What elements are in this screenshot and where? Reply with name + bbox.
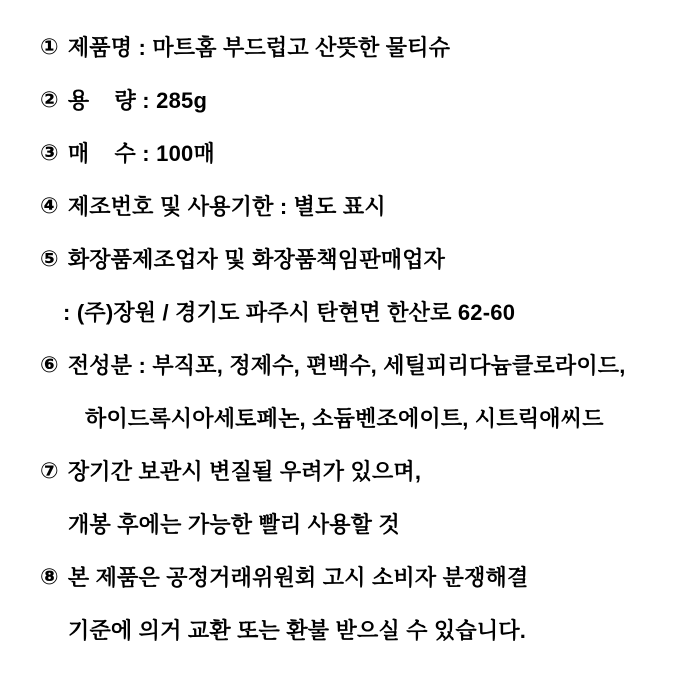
item-1-text: 제품명 : 마트홈 부드럽고 산뜻한 물티슈 xyxy=(67,35,451,60)
item-8-continuation-text: 기준에 의거 교환 또는 환불 받으실 수 있습니다. xyxy=(68,618,527,643)
item-2-text: 용 량 : 285g xyxy=(67,88,208,113)
info-item-8-continuation xyxy=(0,603,673,656)
item-7-number: ⑦ xyxy=(40,457,59,483)
info-item-7-continuation xyxy=(0,497,673,550)
item-8-text: 본 제품은 공정거래위원회 고시 소비자 분쟁해결 xyxy=(67,565,529,590)
info-item-4 xyxy=(0,179,673,232)
item-3-number: ③ xyxy=(40,139,59,165)
info-item-2 xyxy=(0,73,673,126)
item-5-number: ⑤ xyxy=(40,245,59,271)
info-item-3 xyxy=(0,126,673,179)
item-6-continuation-text: 하이드록시아세토페논, 소듐벤조에이트, 시트릭애씨드 xyxy=(85,406,604,431)
info-item-6 xyxy=(0,338,673,391)
info-item-5 xyxy=(0,232,673,285)
item-3-text: 매 수 : 100매 xyxy=(67,141,215,166)
info-item-6-continuation xyxy=(0,391,673,444)
item-7-text: 장기간 보관시 변질될 우려가 있으며, xyxy=(67,459,422,484)
item-5-continuation-text: : (주)장원 / 경기도 파주시 탄현면 한산로 62-60 xyxy=(63,300,516,325)
item-1-number: ① xyxy=(40,33,59,59)
item-2-number: ② xyxy=(40,86,59,112)
item-5-text: 화장품제조업자 및 화장품책임판매업자 xyxy=(67,247,446,272)
item-6-text: 전성분 : 부직포, 정제수, 편백수, 세틸피리다늄클로라이드, xyxy=(67,353,626,378)
item-8-number: ⑧ xyxy=(40,563,59,589)
item-4-text: 제조번호 및 사용기한 : 별도 표시 xyxy=(67,194,386,219)
info-item-7 xyxy=(0,444,673,497)
info-item-5-continuation xyxy=(0,285,673,338)
item-6-number: ⑥ xyxy=(40,351,59,377)
info-item-1 xyxy=(0,20,673,73)
item-4-number: ④ xyxy=(40,192,59,218)
info-item-8 xyxy=(0,550,673,603)
item-7-continuation-text: 개봉 후에는 가능한 빨리 사용할 것 xyxy=(68,512,400,537)
